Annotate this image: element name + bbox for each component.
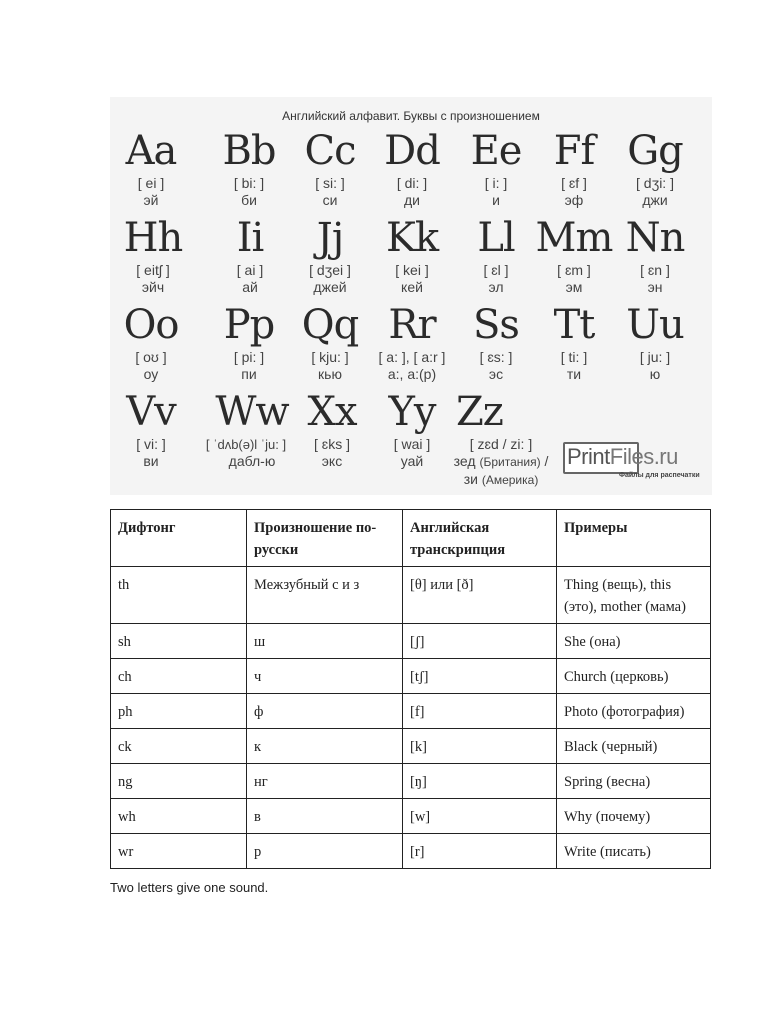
letter-russian: пи (241, 366, 257, 382)
letter-transcription: [ ɛks ] (314, 436, 350, 452)
letter-g (615, 129, 695, 209)
letter-transcription: [ kei ] (395, 262, 429, 278)
cell-russian: ф (247, 694, 403, 729)
cell-russian: Межзубный с и з (247, 567, 403, 624)
letter-f (534, 129, 614, 209)
cell-examples: Write (писать) (557, 834, 711, 869)
cell-russian: р (247, 834, 403, 869)
letter-glyphs: Uu (626, 302, 684, 348)
cell-digraph: sh (111, 624, 247, 659)
letter-russian: эн (647, 279, 663, 295)
letter-b (209, 129, 289, 209)
diphthong-table (110, 509, 711, 869)
cell-transcription: [r] (403, 834, 557, 869)
letter-glyphs: Ww (215, 389, 289, 435)
letter-slash: / (544, 453, 549, 469)
letter-russian: дабл-ю (228, 453, 276, 469)
letter-e (456, 129, 536, 209)
letter-russian: си (322, 192, 338, 208)
table-row (111, 659, 711, 694)
letter-russian: эл (488, 279, 504, 295)
letter-glyphs: Mm (535, 215, 613, 261)
letter-glyphs: Ee (470, 128, 522, 174)
table-row (111, 834, 711, 869)
letter-transcription: [ ai ] (236, 262, 264, 278)
letter-transcription: [ ˈdʌb(ə)l ˈju: ] (205, 437, 287, 452)
cell-transcription: [w] (403, 799, 557, 834)
cell-digraph: ck (111, 729, 247, 764)
letter-russian: ди (404, 192, 420, 208)
letter-russian: ю (649, 366, 661, 382)
letter-russian: и (492, 192, 500, 208)
letter-note-britain: (Британия) (479, 455, 541, 469)
cell-transcription: [ŋ] (403, 764, 557, 799)
letter-a (111, 129, 191, 209)
letter-q (290, 303, 370, 383)
cell-russian: к (247, 729, 403, 764)
cell-digraph: ng (111, 764, 247, 799)
letter-l (456, 216, 536, 296)
cell-examples: She (она) (557, 624, 711, 659)
cell-digraph: wr (111, 834, 247, 869)
letter-glyphs: Pp (223, 302, 275, 348)
alphabet-chart-image (110, 97, 712, 495)
cell-transcription: [tʃ] (403, 659, 557, 694)
table-row (111, 567, 711, 624)
letter-glyphs: Dd (384, 128, 440, 174)
letter-glyphs: Oo (123, 302, 179, 348)
letter-russian: эйч (141, 279, 165, 295)
letter-transcription: [ eitʃ ] (136, 262, 170, 278)
letter-glyphs: Zz (456, 389, 503, 435)
letter-russian: эс (488, 366, 504, 382)
letter-transcription: [ ɛl ] (483, 262, 509, 278)
letter-russian: кей (401, 279, 423, 295)
letter-russian: эм (565, 279, 583, 295)
letter-transcription: [ oʊ ] (135, 349, 167, 365)
cell-digraph: ph (111, 694, 247, 729)
cell-digraph: th (111, 567, 247, 624)
letter-glyphs: Rr (388, 302, 436, 348)
letter-glyphs: Cc (304, 128, 356, 174)
cell-russian: нг (247, 764, 403, 799)
logo-text-files: Files.ru (609, 444, 678, 469)
letter-t (534, 303, 614, 383)
letter-russian-uk: зед (453, 453, 476, 469)
letter-russian: а:, а:(р) (387, 366, 437, 382)
letter-russian-british (446, 453, 556, 471)
logo-text (567, 443, 678, 471)
cell-transcription: [θ] или [ð] (403, 567, 557, 624)
letter-o (111, 303, 191, 383)
letter-d (372, 129, 452, 209)
letter-russian-american (446, 471, 556, 489)
cell-transcription: [k] (403, 729, 557, 764)
letter-transcription: [ ɛs: ] (479, 349, 513, 365)
letter-glyphs: Bb (222, 128, 276, 174)
table-row (111, 729, 711, 764)
header-digraph: Дифтонг (111, 510, 247, 567)
caption-text: Two letters give one sound. (110, 880, 269, 895)
table-header-row (111, 510, 711, 567)
letter-note-america: (Америка) (481, 473, 539, 487)
letter-russian: экс (321, 453, 343, 469)
letter-y (372, 390, 452, 470)
letter-transcription: [ wai ] (393, 436, 431, 452)
letter-transcription: [ i: ] (484, 175, 508, 191)
letter-russian: кью (318, 366, 342, 382)
letter-transcription: [ ei ] (137, 175, 165, 191)
letter-transcription: [ di: ] (396, 175, 428, 191)
printfiles-logo (563, 439, 703, 485)
alphabet-chart-title: Английский алфавит. Буквы с произношением (282, 109, 540, 123)
letter-russian: уай (400, 453, 424, 469)
letter-transcription: [ ɛm ] (557, 262, 591, 278)
letter-transcription: [ zɛd / zi: ] (469, 436, 533, 452)
letter-c (290, 129, 370, 209)
letter-russian: ти (566, 366, 582, 382)
letter-russian: ви (143, 453, 159, 469)
letter-u (615, 303, 695, 383)
cell-digraph: ch (111, 659, 247, 694)
letter-glyphs: Xx (307, 389, 357, 435)
cell-transcription: [ʃ] (403, 624, 557, 659)
cell-transcription: [f] (403, 694, 557, 729)
letter-h (113, 216, 193, 296)
letter-russian: эй (143, 192, 159, 208)
cell-russian: в (247, 799, 403, 834)
letter-russian: би (241, 192, 257, 208)
letter-glyphs: Aa (125, 128, 177, 174)
letter-russian: эф (564, 192, 584, 208)
letter-glyphs: Nn (625, 215, 685, 261)
letter-russian: джей (313, 279, 347, 295)
letter-russian: оу (143, 366, 159, 382)
letter-glyphs: Kk (385, 215, 439, 261)
letter-transcription: [ ju: ] (639, 349, 671, 365)
letter-m (534, 216, 614, 296)
letter-transcription: [ a: ], [ a:r ] (378, 349, 446, 365)
logo-text-print: Print (567, 444, 610, 469)
letter-glyphs: Jj (316, 215, 344, 261)
letter-w (205, 389, 295, 470)
letter-glyphs: Vv (126, 389, 176, 435)
letter-transcription: [ ti: ] (560, 349, 588, 365)
letter-transcription: [ vi: ] (136, 436, 166, 452)
letter-glyphs: Hh (123, 215, 183, 261)
letter-glyphs: Ll (477, 215, 515, 261)
cell-examples: Spring (весна) (557, 764, 711, 799)
letter-glyphs: Gg (627, 128, 683, 174)
cell-russian: ч (247, 659, 403, 694)
letter-russian: ай (242, 279, 258, 295)
cell-examples: Black (черный) (557, 729, 711, 764)
letter-transcription: [ pi: ] (233, 349, 265, 365)
letter-transcription: [ si: ] (315, 175, 345, 191)
cell-russian: ш (247, 624, 403, 659)
cell-digraph: wh (111, 799, 247, 834)
letter-x (292, 390, 372, 470)
letter-glyphs: Tt (553, 302, 595, 348)
cell-examples: Photo (фотография) (557, 694, 711, 729)
letter-transcription: [ dʒei ] (309, 262, 351, 278)
letter-k (372, 216, 452, 296)
letter-glyphs: Ss (473, 302, 519, 348)
header-russian-pronunciation: Произношение по-русски (247, 510, 403, 567)
letter-transcription: [ kju: ] (311, 349, 349, 365)
letter-glyphs: Qq (301, 302, 359, 348)
letter-glyphs: Yy (388, 389, 436, 435)
table-row (111, 624, 711, 659)
letter-glyphs: Ii (236, 215, 264, 261)
letter-transcription: [ bi: ] (233, 175, 265, 191)
letter-transcription: [ ɛn ] (640, 262, 670, 278)
cell-examples: Church (церковь) (557, 659, 711, 694)
letter-s (456, 303, 536, 383)
letter-z (446, 390, 556, 489)
logo-subtitle: Файлы для распечатки (619, 472, 700, 479)
header-examples: Примеры (557, 510, 711, 567)
letter-r (372, 303, 452, 383)
letter-v (111, 390, 191, 470)
table-row (111, 694, 711, 729)
table-row (111, 799, 711, 834)
letter-russian: джи (642, 192, 668, 208)
letter-transcription: [ dʒi: ] (636, 175, 674, 191)
letter-i (210, 216, 290, 296)
cell-examples: Thing (вещь), this (это), mother (мама) (557, 567, 711, 624)
letter-transcription: [ ɛf ] (561, 175, 587, 191)
letter-j (290, 216, 370, 296)
letter-russian-us: зи (463, 471, 478, 487)
header-english-transcription: Английская транскрипция (403, 510, 557, 567)
cell-examples: Why (почему) (557, 799, 711, 834)
letter-p (209, 303, 289, 383)
table-row (111, 764, 711, 799)
letter-n (615, 216, 695, 296)
letter-glyphs: Ff (553, 128, 595, 174)
